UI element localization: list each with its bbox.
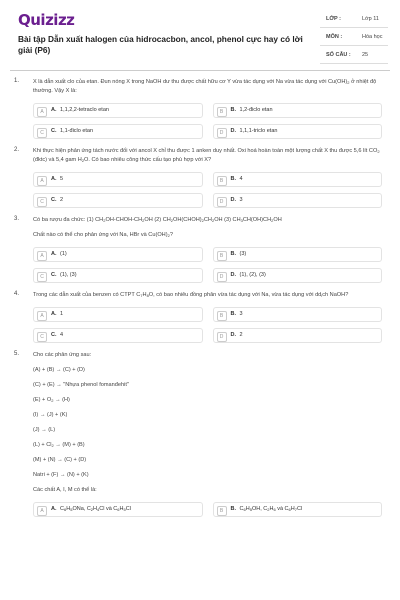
option-letter-badge: A: [37, 107, 47, 117]
option-key: B.: [230, 176, 236, 182]
meta-row: [320, 28, 388, 46]
header: [0, 0, 400, 68]
question-text: Cho các phản ứng sau:: [33, 352, 92, 358]
meta-value: Lớp 11: [362, 16, 379, 22]
question-line: (A) + (B) → (C) + (D): [33, 367, 85, 373]
option-letter-badge: C: [37, 128, 47, 138]
answer-option-d[interactable]: [213, 268, 383, 283]
option-key: C.: [51, 272, 57, 278]
meta-label: LỚP :: [326, 16, 341, 22]
page-title: Bài tập Dẫn xuất halogen của hidrocacbon, ancol, phenol cực hay có lời giải (P6): [18, 34, 303, 55]
option-text: 2: [238, 332, 243, 338]
option-text: 4: [58, 332, 64, 338]
option-key: B.: [230, 251, 236, 257]
option-text: 2: [58, 197, 64, 203]
question-text: Khi thực hiện phản ứng tách nước đối với ancol X chỉ thu được 1 anken duy nhất. Oxi hoá hoàn toàn một lượng chất X thu được 5,6 lít $CO_2$ (đktc) và 5,4 gam $H_2O$. Có bao nhiêu công thức cấu tạo phù hợp với X?: [33, 148, 380, 163]
option-key: C.: [51, 332, 57, 338]
question-number: 3.: [14, 216, 20, 222]
question-line: Các chất A, I, M có thể là:: [33, 487, 97, 493]
quizizz-logo: Quizizz: [18, 11, 75, 29]
option-text: 4: [238, 176, 243, 182]
answer-option-a[interactable]: [33, 172, 203, 187]
meta-row: [320, 10, 388, 28]
option-letter-badge: B: [217, 107, 227, 117]
option-letter-badge: A: [37, 311, 47, 321]
answer-option-c[interactable]: [33, 268, 203, 283]
option-key: D.: [230, 332, 236, 338]
option-text: 1,2-điclo etan: [238, 107, 273, 113]
answer-option-b[interactable]: [213, 502, 383, 517]
option-text: 1,1-điclo etan: [58, 128, 94, 134]
answer-option-c[interactable]: [33, 193, 203, 208]
option-letter-badge: D: [217, 128, 227, 138]
question-number: 5.: [14, 351, 20, 357]
option-key: A.: [51, 251, 57, 257]
option-letter-badge: C: [37, 332, 47, 342]
question-text: Trong các dẫn xuất của benzen có CTPT $C_7H_8O$, có bao nhiêu đồng phân vừa tác dụng với Na, vừa tác dụng với $dd_ich$ NaOH?: [33, 292, 349, 298]
option-text: $C_6H_5ONa$, $C_2H_4Cl$ và $C_6H_5Cl$: [58, 506, 131, 512]
answer-option-b[interactable]: [213, 307, 383, 322]
option-letter-badge: C: [37, 272, 47, 282]
option-text: $C_6H_5OH$, $C_2H_6$ và $C_6H_7Cl$: [238, 506, 303, 512]
meta-label: SỐ CÂU :: [326, 52, 351, 58]
option-key: B.: [230, 107, 236, 113]
question-line: $(E) + O_2 \to (H)$: [33, 397, 70, 403]
question-line: Chất nào có thể cho phản ứng với Na, HBr và $Cu(OH)_2$?: [33, 232, 173, 238]
answer-option-d[interactable]: [213, 193, 383, 208]
question-number: 2.: [14, 147, 20, 153]
answer-options: [33, 307, 382, 343]
option-key: B.: [230, 311, 236, 317]
answer-option-b[interactable]: [213, 172, 383, 187]
meta-value: Hóa học: [362, 34, 383, 40]
option-letter-badge: A: [37, 176, 47, 186]
answer-option-a[interactable]: [33, 502, 203, 517]
answer-option-b[interactable]: [213, 247, 383, 262]
answer-option-d[interactable]: [213, 124, 383, 139]
option-letter-badge: B: [217, 176, 227, 186]
meta-table: [320, 10, 388, 64]
option-text: 3: [238, 197, 243, 203]
option-letter-badge: D: [217, 332, 227, 342]
option-key: C.: [51, 197, 57, 203]
answer-options: [33, 502, 382, 517]
option-text: 1,1,1-triclo etan: [238, 128, 278, 134]
option-key: A.: [51, 311, 57, 317]
question-line: $(L) + Cl_2 \to (M) + (B)$: [33, 442, 85, 448]
answer-option-a[interactable]: [33, 247, 203, 262]
option-letter-badge: B: [217, 506, 227, 516]
question-number: 4.: [14, 291, 20, 297]
question-text: X là dẫn xuất clo của etan. Đun nóng X trong NaOH dư thu được chất hữu cơ Y vừa tác dụng với Na vừa tác dụng với $Cu(OH)_2$ ở nhiệt độ thường. Vậy X là:: [33, 79, 377, 94]
option-key: A.: [51, 107, 57, 113]
option-letter-badge: A: [37, 251, 47, 261]
option-text: (1), (2), (3): [238, 272, 266, 278]
question: [0, 147, 400, 208]
question-number: 1.: [14, 78, 20, 84]
question-text: Có ba rượu đa chức: (1) $CH_2OH-CHOH-CH_2OH$ (2) $CH_2OH(CHOH)_2CH_2OH$ (3) $CH_3CH(OH)CH_2OH$: [33, 217, 282, 223]
option-key: A.: [51, 506, 57, 512]
option-key: D.: [230, 272, 236, 278]
answer-option-a[interactable]: [33, 307, 203, 322]
meta-label: MÔN :: [326, 34, 343, 40]
option-text: (1), (3): [58, 272, 77, 278]
question-line: (C) + (E) → "Nhựa phenol fomanđehit": [33, 382, 129, 388]
option-text: (3): [238, 251, 247, 257]
option-text: 3: [238, 311, 243, 317]
option-letter-badge: D: [217, 272, 227, 282]
answer-options: [33, 103, 382, 139]
option-letter-badge: D: [217, 197, 227, 207]
option-text: 1,1,2,2-tetraclo etan: [58, 107, 109, 113]
question: [0, 351, 400, 517]
question-line: (I) → (J) + (K): [33, 412, 68, 418]
question-list: [0, 78, 400, 525]
question-line: (M) + (N) → (C) + (D): [33, 457, 87, 463]
divider: [10, 70, 390, 71]
answer-option-c[interactable]: [33, 124, 203, 139]
question-line: (J) → (L): [33, 427, 56, 433]
answer-options: [33, 247, 382, 283]
option-key: D.: [230, 128, 236, 134]
option-letter-badge: C: [37, 197, 47, 207]
answer-options: [33, 172, 382, 208]
meta-value: 25: [362, 52, 369, 58]
meta-row: [320, 46, 388, 64]
option-key: B.: [230, 506, 236, 512]
answer-option-b[interactable]: [213, 103, 383, 118]
option-text: (1): [58, 251, 67, 257]
question-line: Natri + (F) → (N) + (K): [33, 472, 89, 478]
answer-option-d[interactable]: [213, 328, 383, 343]
option-letter-badge: B: [217, 311, 227, 321]
answer-option-c[interactable]: [33, 328, 203, 343]
option-key: A.: [51, 176, 57, 182]
question: [0, 291, 400, 343]
answer-option-a[interactable]: [33, 103, 203, 118]
option-text: 5: [58, 176, 64, 182]
option-letter-badge: A: [37, 506, 47, 516]
option-text: 1: [58, 311, 64, 317]
option-key: D.: [230, 197, 236, 203]
question: [0, 216, 400, 283]
question: [0, 78, 400, 139]
option-letter-badge: B: [217, 251, 227, 261]
option-key: C.: [51, 128, 57, 134]
